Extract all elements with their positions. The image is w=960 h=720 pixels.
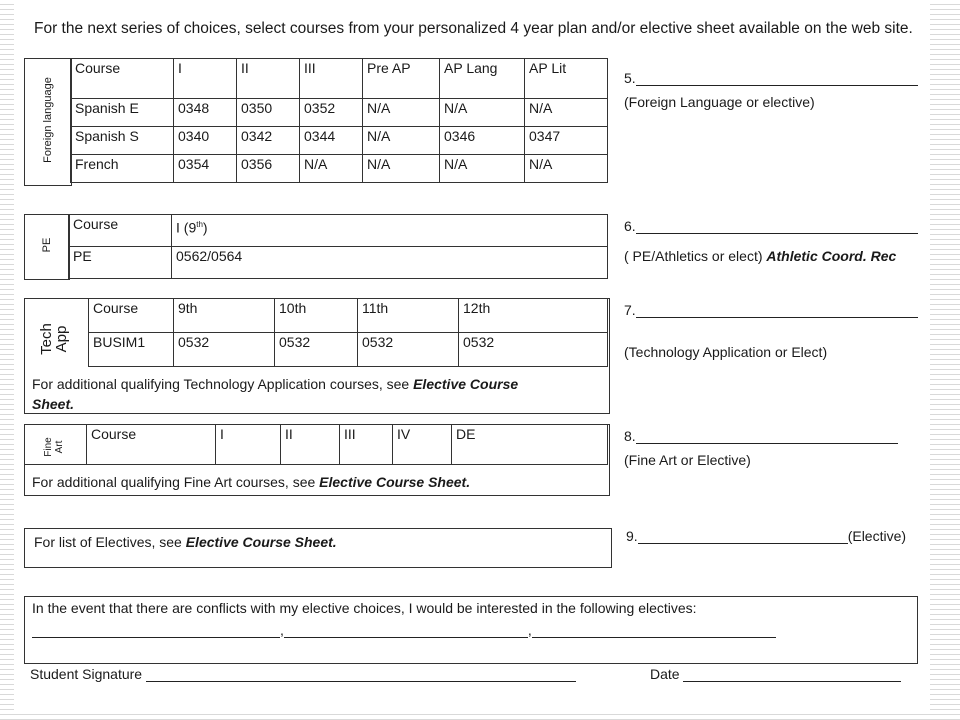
date-label: Date [650, 666, 680, 682]
table-header-row [71, 59, 608, 99]
choice-8-blank[interactable] [636, 443, 898, 444]
date-field [650, 666, 901, 682]
student-signature-line[interactable] [146, 681, 576, 682]
conflict-choice-2[interactable] [284, 637, 528, 638]
table-row [71, 155, 608, 183]
table-cell: N/A [363, 99, 440, 127]
tech-side-cell [24, 298, 89, 366]
table-cell: N/A [440, 155, 525, 183]
choice-9-blank[interactable] [638, 543, 848, 544]
header-cell: III [340, 425, 393, 465]
header-cell: I (9th) [172, 215, 608, 247]
choice-6-blank[interactable] [636, 233, 918, 234]
pe-table [68, 214, 608, 279]
header-cell: 11th [358, 299, 459, 333]
choice-6-note: ( PE/Athletics or elect) Athletic Coord. Rec [624, 248, 897, 264]
table-header-row [69, 215, 608, 247]
table-cell: 0562/0564 [172, 247, 608, 279]
choice-5-blank[interactable] [636, 85, 918, 86]
choice-6 [624, 218, 918, 234]
table-cell: PE [69, 247, 172, 279]
table-row [71, 127, 608, 155]
table-cell: 0346 [440, 127, 525, 155]
table-cell: 0532 [459, 333, 608, 367]
header-cell: 12th [459, 299, 608, 333]
header-cell: DE [452, 425, 608, 465]
table-cell: Spanish E [71, 99, 174, 127]
table-cell: 0340 [174, 127, 237, 155]
fine-art-table [86, 424, 608, 465]
table-cell: N/A [440, 99, 525, 127]
conflict-choice-3[interactable] [532, 637, 776, 638]
form-sheet [14, 4, 930, 712]
conflict-choice-1[interactable] [32, 637, 280, 638]
conflicts-blanks: , , [32, 622, 776, 638]
header-cell: AP Lit [525, 59, 608, 99]
tech-label: Tech App [38, 323, 70, 355]
table-cell: N/A [363, 155, 440, 183]
table-cell: 0356 [237, 155, 300, 183]
table-cell: 0532 [275, 333, 358, 367]
tech-note: For additional qualifying Technology Application courses, see Elective Course Sheet. [32, 376, 519, 412]
student-signature [30, 666, 576, 682]
table-cell: 0532 [358, 333, 459, 367]
table-header-row [87, 425, 608, 465]
header-cell: II [281, 425, 340, 465]
header-cell: Course [71, 59, 174, 99]
student-signature-label: Student Signature [30, 666, 143, 682]
choice-7-number: 7. [624, 302, 636, 318]
header-cell: Course [69, 215, 172, 247]
table-cell: 0344 [300, 127, 363, 155]
choice-5-note: (Foreign Language or elective) [624, 94, 815, 110]
choice-8 [624, 428, 898, 444]
tech-table [88, 298, 608, 367]
fine-art-label: Fine Art [43, 437, 65, 457]
choice-8-number: 8. [624, 428, 636, 444]
header-cell: I [174, 59, 237, 99]
header-cell: II [237, 59, 300, 99]
table-cell: BUSIM1 [89, 333, 174, 367]
choice-9 [626, 528, 906, 544]
table-cell: 0352 [300, 99, 363, 127]
header-cell: AP Lang [440, 59, 525, 99]
header-cell: III [300, 59, 363, 99]
table-header-row [89, 299, 608, 333]
table-cell: 0532 [174, 333, 275, 367]
choice-6-number: 6. [624, 218, 636, 234]
table-row [89, 333, 608, 367]
date-line[interactable] [683, 681, 901, 682]
table-cell: Spanish S [71, 127, 174, 155]
table-cell: 0350 [237, 99, 300, 127]
pe-label: PE [41, 237, 53, 253]
table-cell: 0347 [525, 127, 608, 155]
foreign-language-side-cell [24, 58, 72, 186]
header-cell: 9th [174, 299, 275, 333]
choice-9-number: 9. [626, 528, 638, 544]
table-cell: N/A [525, 155, 608, 183]
header-cell: Course [89, 299, 174, 333]
header-cell: I [216, 425, 281, 465]
table-row [69, 247, 608, 279]
fine-art-note: For additional qualifying Fine Art courses, see Elective Course Sheet. [32, 474, 471, 490]
table-row [71, 99, 608, 127]
foreign-language-table [70, 58, 608, 183]
foreign-language-label: Foreign language [42, 77, 54, 163]
choice-7-note: (Technology Application or Elect) [624, 344, 828, 360]
header-cell: IV [393, 425, 452, 465]
header-cell: Pre AP [363, 59, 440, 99]
table-cell: 0342 [237, 127, 300, 155]
header-cell: Course [87, 425, 216, 465]
fine-art-side-cell [24, 424, 87, 465]
table-cell: N/A [525, 99, 608, 127]
choice-5-number: 5. [624, 70, 636, 86]
table-cell: N/A [300, 155, 363, 183]
table-cell: French [71, 155, 174, 183]
table-cell: 0348 [174, 99, 237, 127]
choice-5 [624, 70, 918, 86]
choice-7 [624, 302, 918, 318]
page-header: For the next series of choices, select courses from your personalized 4 year plan and/or elective sheet available on the web site. [34, 20, 913, 37]
choice-8-note: (Fine Art or Elective) [624, 452, 751, 468]
header-cell: 10th [275, 299, 358, 333]
table-cell: 0354 [174, 155, 237, 183]
conflicts-text: In the event that there are conflicts with my elective choices, I would be interested in the following electives: [32, 600, 697, 616]
pe-side-cell [24, 214, 70, 280]
electives-note: For list of Electives, see Elective Course Sheet. [34, 534, 337, 550]
table-cell: N/A [363, 127, 440, 155]
choice-9-note: (Elective) [847, 528, 907, 544]
choice-7-blank[interactable] [636, 317, 918, 318]
